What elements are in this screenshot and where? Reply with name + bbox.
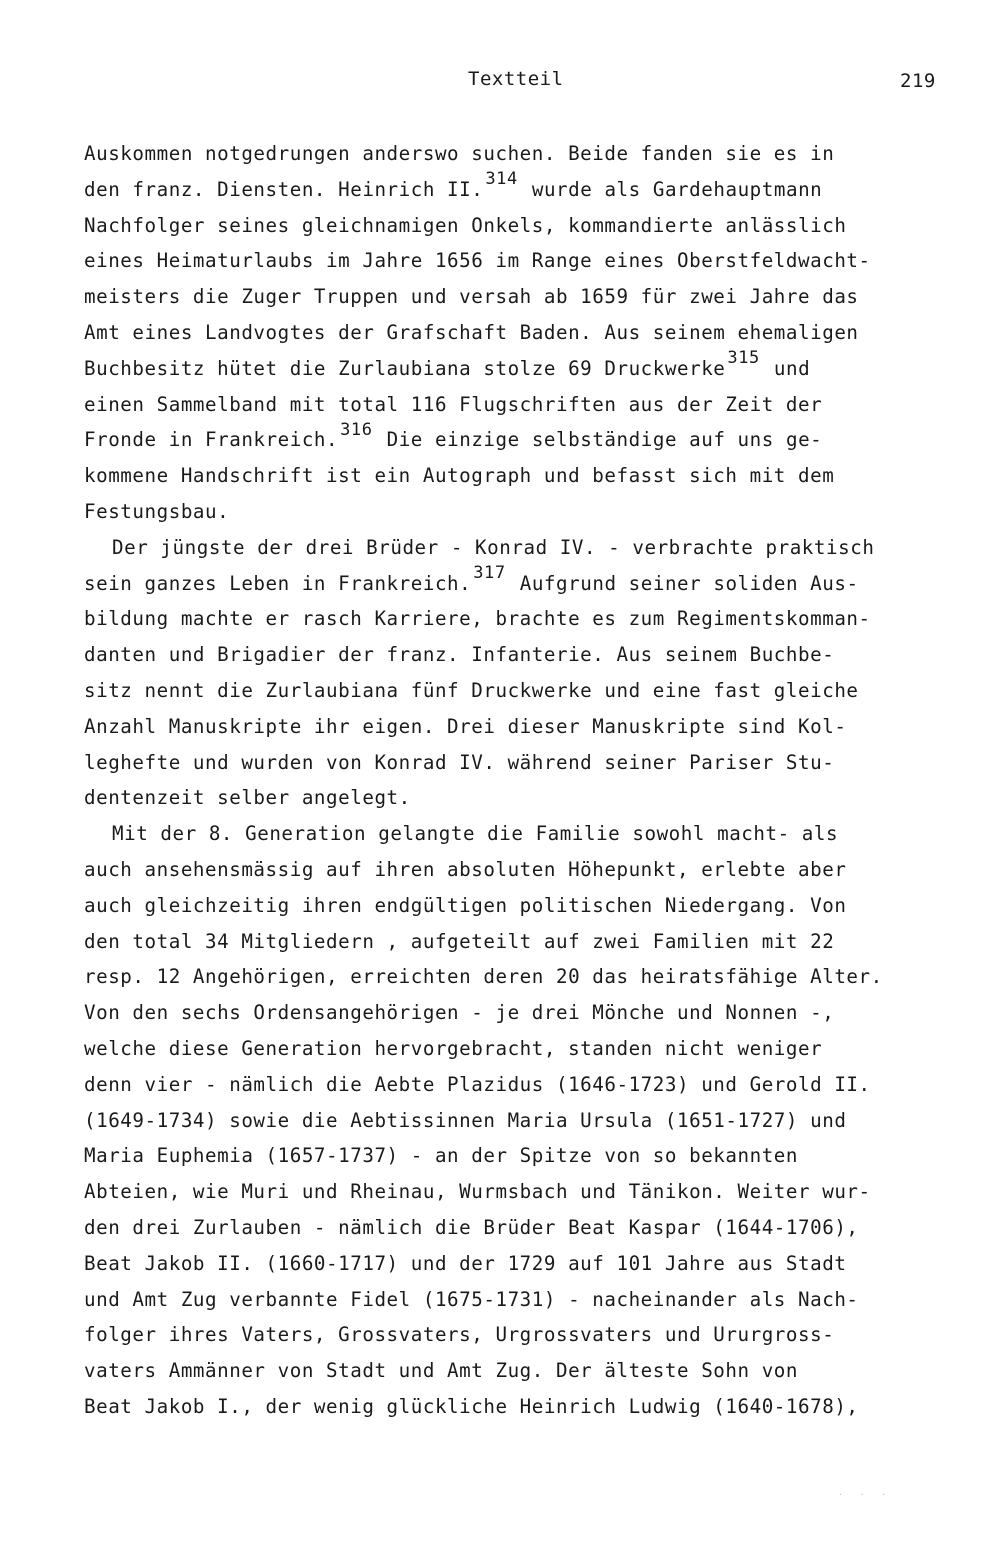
line-text: den franz. Diensten. Heinrich II. (84, 177, 484, 201)
line-text: denn vier - nämlich die Aebte Plazidus (1646-1723) und Gerold II. (84, 1072, 871, 1096)
text-line (84, 387, 974, 423)
page-number: 219 (900, 70, 936, 92)
text-line (84, 1031, 974, 1067)
text-line (84, 1282, 974, 1318)
line-text: resp. 12 Angehörigen, erreichten deren 20 das heiratsfähige Alter. (84, 965, 883, 989)
scan-artifact: · · · (838, 1490, 893, 1499)
text-line (84, 494, 974, 530)
line-text: (1649-1734) sowie die Aebtissinnen Maria Ursula (1651-1727) und (84, 1108, 847, 1132)
line-text: meisters die Zuger Truppen und versah ab 1659 für zwei Jahre das (84, 285, 859, 309)
text-line (84, 419, 974, 458)
text-line (84, 745, 974, 781)
text-line (84, 924, 974, 960)
text-line (84, 709, 974, 745)
text-line (84, 136, 974, 172)
line-text: Von den sechs Ordensangehörigen - je drei Mönche und Nonnen -, (84, 1001, 835, 1025)
footnote-marker: 314 (485, 169, 518, 190)
line-text: kommene Handschrift ist ein Autograph und befasst sich mit dem (84, 464, 835, 488)
line-text: vaters Ammänner von Stadt und Amt Zug. Der älteste Sohn von (84, 1359, 799, 1383)
line-text: Fronde in Frankreich. (84, 428, 339, 452)
line-text: Mit der 8. Generation gelangte die Familie sowohl macht- als (112, 822, 839, 846)
body-text (84, 136, 974, 1425)
line-text: Festungsbau. (84, 499, 230, 523)
line-text: sein ganzes Leben in Frankreich. (84, 571, 472, 595)
line-text: auch ansehensmässig auf ihren absoluten Höhepunkt, erlebte aber (84, 857, 847, 881)
line-text: leghefte und wurden von Konrad IV. während seiner Pariser Stu- (84, 750, 835, 774)
text-line (84, 673, 974, 709)
text-line (84, 1067, 974, 1103)
footnote-marker: 317 (473, 563, 506, 584)
text-line (84, 208, 974, 244)
text-line (84, 852, 974, 888)
line-text: Abteien, wie Muri und Rheinau, Wurmsbach und Tänikon. Weiter wur- (84, 1180, 871, 1204)
line-text: Auskommen notgedrungen anderswo suchen. Beide fanden sie es in (84, 142, 835, 165)
text-line (84, 1317, 974, 1353)
text-line (84, 888, 974, 924)
line-text: sitz nennt die Zurlaubiana fünf Druckwerke und eine fast gleiche (84, 678, 859, 702)
line-text-continued: wurde als Gardehauptmann (519, 177, 823, 201)
line-text: Anzahl Manuskripte ihr eigen. Drei dieser Manuskripte sind Kol- (84, 714, 847, 738)
text-line (84, 279, 974, 315)
footnote-marker: 315 (727, 348, 760, 369)
text-line (84, 780, 974, 816)
text-line (84, 348, 974, 387)
page-header (0, 68, 1000, 96)
line-text: den total 34 Mitgliedern , aufgeteilt auf zwei Familien mit 22 (84, 929, 835, 953)
running-head: Textteil (468, 68, 564, 90)
text-line (84, 1174, 974, 1210)
text-line (84, 563, 974, 602)
line-text: auch gleichzeitig ihren endgültigen politischen Niedergang. Von (84, 893, 847, 917)
line-text: Nachfolger seines gleichnamigen Onkels, kommandierte anlässlich (84, 213, 847, 237)
text-line (84, 1138, 974, 1174)
text-line (84, 243, 974, 279)
text-line (84, 315, 974, 351)
line-text: eines Heimaturlaubs im Jahre 1656 im Range eines Oberstfeldwacht- (84, 249, 871, 273)
line-text: Beat Jakob II. (1660-1717) und der 1729 auf 101 Jahre aus Stadt (84, 1251, 847, 1275)
line-text: welche diese Generation hervorgebracht, standen nicht weniger (84, 1036, 823, 1060)
text-line (84, 1246, 974, 1282)
text-line (84, 530, 974, 566)
text-line (84, 816, 974, 852)
text-line (84, 1389, 974, 1425)
line-text-continued: Die einzige selbständige auf uns ge- (374, 428, 823, 452)
text-line (84, 637, 974, 673)
line-text: den drei Zurlauben - nämlich die Brüder Beat Kaspar (1644-1706), (84, 1215, 859, 1239)
line-text: einen Sammelband mit total 116 Flugschriften aus der Zeit der (84, 392, 823, 416)
text-line (84, 959, 974, 995)
line-text: Amt eines Landvogtes der Grafschaft Baden. Aus seinem ehemaligen (84, 320, 859, 344)
line-text: Beat Jakob I., der wenig glückliche Heinrich Ludwig (1640-1678), (84, 1394, 859, 1418)
line-text: bildung machte er rasch Karriere, brachte es zum Regimentskomman- (84, 607, 871, 631)
line-text: und Amt Zug verbannte Fidel (1675-1731) - nacheinander als Nach- (84, 1287, 859, 1311)
text-line (84, 458, 974, 494)
line-text: Maria Euphemia (1657-1737) - an der Spitze von so bekannten (84, 1144, 799, 1168)
text-line (84, 995, 974, 1031)
text-line (84, 1103, 974, 1139)
line-text: danten und Brigadier der franz. Infanterie. Aus seinem Buchbe- (84, 643, 835, 667)
line-text: dentenzeit selber angelegt. (84, 786, 411, 810)
footnote-marker: 316 (340, 419, 373, 440)
line-text: folger ihres Vaters, Grossvaters, Urgrossvaters und Ururgross- (84, 1323, 835, 1347)
line-text-continued: Aufgrund seiner soliden Aus- (507, 571, 859, 595)
line-text: Der jüngste der drei Brüder - Konrad IV. - verbrachte praktisch (112, 535, 875, 559)
text-line (84, 1210, 974, 1246)
line-text: Buchbesitz hütet die Zurlaubiana stolze 69 Druckwerke (84, 356, 726, 380)
line-text-continued: und (761, 356, 811, 380)
text-line (84, 601, 974, 637)
text-line (84, 1353, 974, 1389)
text-line (84, 169, 974, 208)
